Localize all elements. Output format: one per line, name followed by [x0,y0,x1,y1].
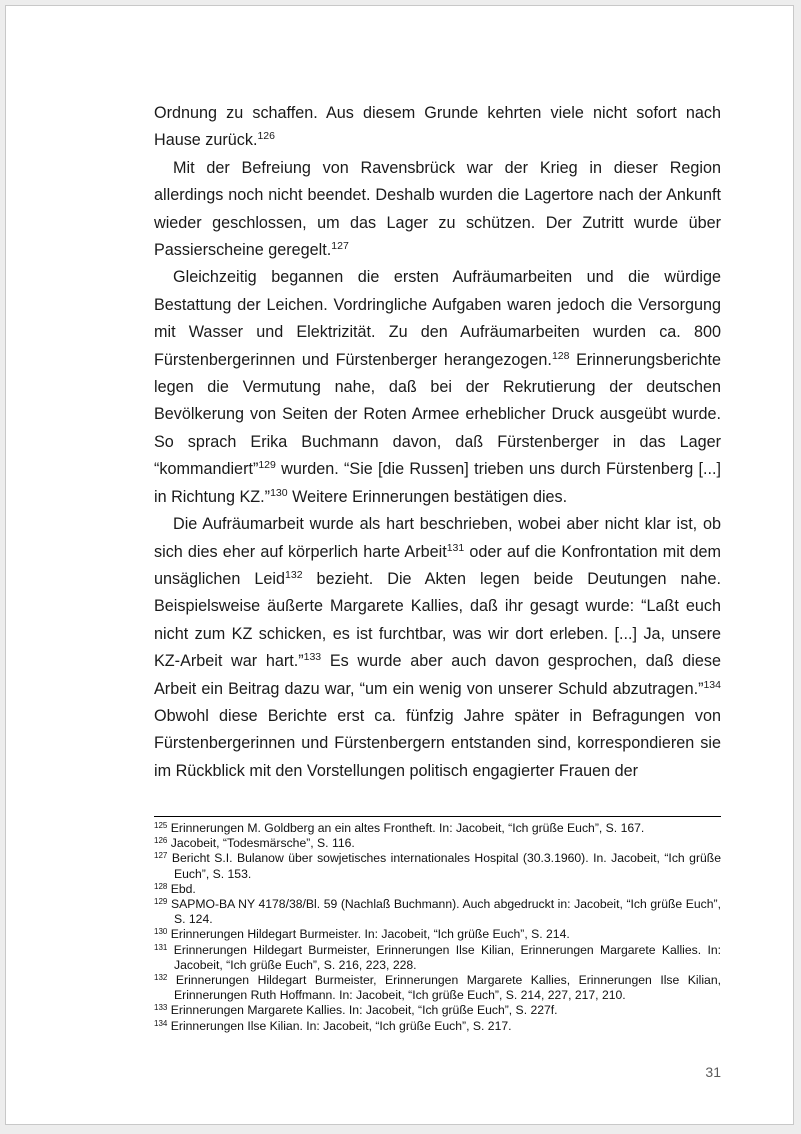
footnote-ref-129[interactable]: 129 [258,459,276,472]
footnote-ref-126[interactable]: 126 [257,130,275,143]
footnote-number: 126 [154,836,168,846]
footnote-ref-132[interactable]: 132 [285,568,303,581]
footnote [154,882,721,897]
paragraph-3: Gleichzeitig begannen die ersten Aufräumarbeiten und die würdige Bestattung der Leichen. Vordringliche Aufgaben waren jedoch die Versorgung mit Wasser und Elektrizität. Zu den Aufräumarbeiten wurden ca. 800 Fürstenbergerinnen und Fürstenberger herangezogen.$^{128}$ Erinnerungsberichte legen die Vermutung nahe, daß bei der Rekrutierung der deutschen Bevölkerung von Seiten der Roten Armee erheblicher Druck ausgeübt wurde. So sprach Erika Buchmann davon, daß Fürstenberger in das Lager “kommandiert”$^{129}$ wurden. “Sie [die Russen] trieben uns durch Fürstenberg [...] in Richtung KZ.”$^{130}$ Weitere Erinnerungen bestätigen dies. [154,268,721,506]
footnote-number: 125 [154,821,168,830]
footnote-number: 131 [154,942,168,952]
footnotes [154,821,721,1034]
footnote [154,927,721,942]
footnote-text: Erinnerungen M. Goldberg an ein altes Frontheft. In: Jacobeit, “Ich grüße Euch”, S. 167. [170,821,645,835]
paragraph-2: Mit der Befreiung von Ravensbrück war der Krieg in dieser Region allerdings noch nicht beendet. Deshalb wurden die Lagertore nach der Ankunft wieder geschlossen, um das Lager zu schützen. Der Zutritt wurde über Passierscheine geregelt.$^{127}$ [154,158,721,260]
footnote [154,1019,721,1034]
footnote [154,943,721,973]
footnote [154,821,721,836]
footnote [154,836,721,851]
footnote-text: Erinnerungen Hildegart Burmeister, Erinnerungen Ilse Kilian, Erinnerungen Margarete Kallies. In: Jacobeit, “Ich grüße Euch”, S. 216, 223, 228. [173,942,722,972]
footnote-text: Jacobeit, “Todesmärsche”, S. 116. [170,836,355,851]
footnote-ref-128[interactable]: 128 [551,349,570,362]
footnote-ref-133[interactable]: 133 [303,651,322,664]
footnote-text: Ebd. [170,881,196,896]
footnote-ref-127[interactable]: 127 [331,240,349,253]
footnote-text: SAPMO-BA NY 4178/38/Bl. 59 (Nachlaß Buchmann). Auch abgedruckt in: Jacobeit, “Ich grüße Euch”, S. 124. [170,897,721,927]
footnote-text: Erinnerungen Hildegart Burmeister. In: Jacobeit, “Ich grüße Euch”, S. 214. [170,927,570,942]
paragraph-1: Ordnung zu schaffen. Aus diesem Grunde kehrten viele nicht sofort nach Hause zurück.$^{126}$ [154,104,721,150]
footnote-ref-134[interactable]: 134 [703,678,721,691]
body-text [154,100,721,785]
footnote-text: Erinnerungen Ilse Kilian. In: Jacobeit, “Ich grüße Euch”, S. 217. [170,1018,512,1033]
paragraph-4: Die Aufräumarbeit wurde als hart beschrieben, wobei aber nicht klar ist, ob sich dies eher auf körperlich harte Arbeit$^{131}$ oder auf die Konfrontation mit dem unsäglichen Leid$^{132}$ bezieht. Die Akten legen beide Deutungen nahe. Beispielsweise äußerte Margarete Kallies, daß ihr gesagt wurde: “Laßt euch nicht zum KZ schicken, es ist furchtbar, was wir dort erleben. [...] Ja, unsere KZ-Arbeit war hart.”$^{133}$ Es wurde aber auch davon gesprochen, daß diese Arbeit ein Beitrag dazu war, “um ein wenig von unserer Schuld abzutragen.”$^{134}$ Obwohl diese Berichte erst ca. fünfzig Jahre später in Befragungen von Fürstenbergerinnen und Fürstenbergern entstanden sind, korrespondieren sie im Rückblick mit den Vorstellungen politisch engagierter Frauen der [154,515,721,780]
footnote-ref-131[interactable]: 131 [446,541,465,554]
footnote-text: Erinnerungen Hildegart Burmeister, Erinnerungen Margarete Kallies, Erinnerungen Ilse Kilian, Erinnerungen Ruth Hoffmann. In: Jacobeit, “Ich grüße Euch”, S. 214, 227, 217, 210. [174,973,721,1003]
footnote-text: Bericht S.I. Bulanow über sowjetisches internationales Hospital (30.3.1960). In. Jacobeit, “Ich grüße Euch”, S. 153. [171,851,721,881]
page-number: 31 [705,1064,721,1080]
footnote [154,897,721,927]
footnote-number: 130 [154,927,168,937]
footnote-ref-130[interactable]: 130 [270,486,288,499]
footnote-separator [154,816,721,817]
footnote-number: 127 [154,851,168,861]
footnote [154,1003,721,1018]
footnote [154,851,721,881]
footnote [154,973,721,1003]
footnote-number: 129 [154,897,168,907]
footnote-number: 133 [154,1003,168,1013]
footnote-number: 128 [154,881,168,891]
footnote-text: Erinnerungen Margarete Kallies. In: Jacobeit, “Ich grüße Euch”, S. 227f. [170,1003,558,1018]
footnote-number: 134 [154,1018,168,1028]
document-page [5,5,794,1125]
footnote-number: 132 [154,973,168,983]
